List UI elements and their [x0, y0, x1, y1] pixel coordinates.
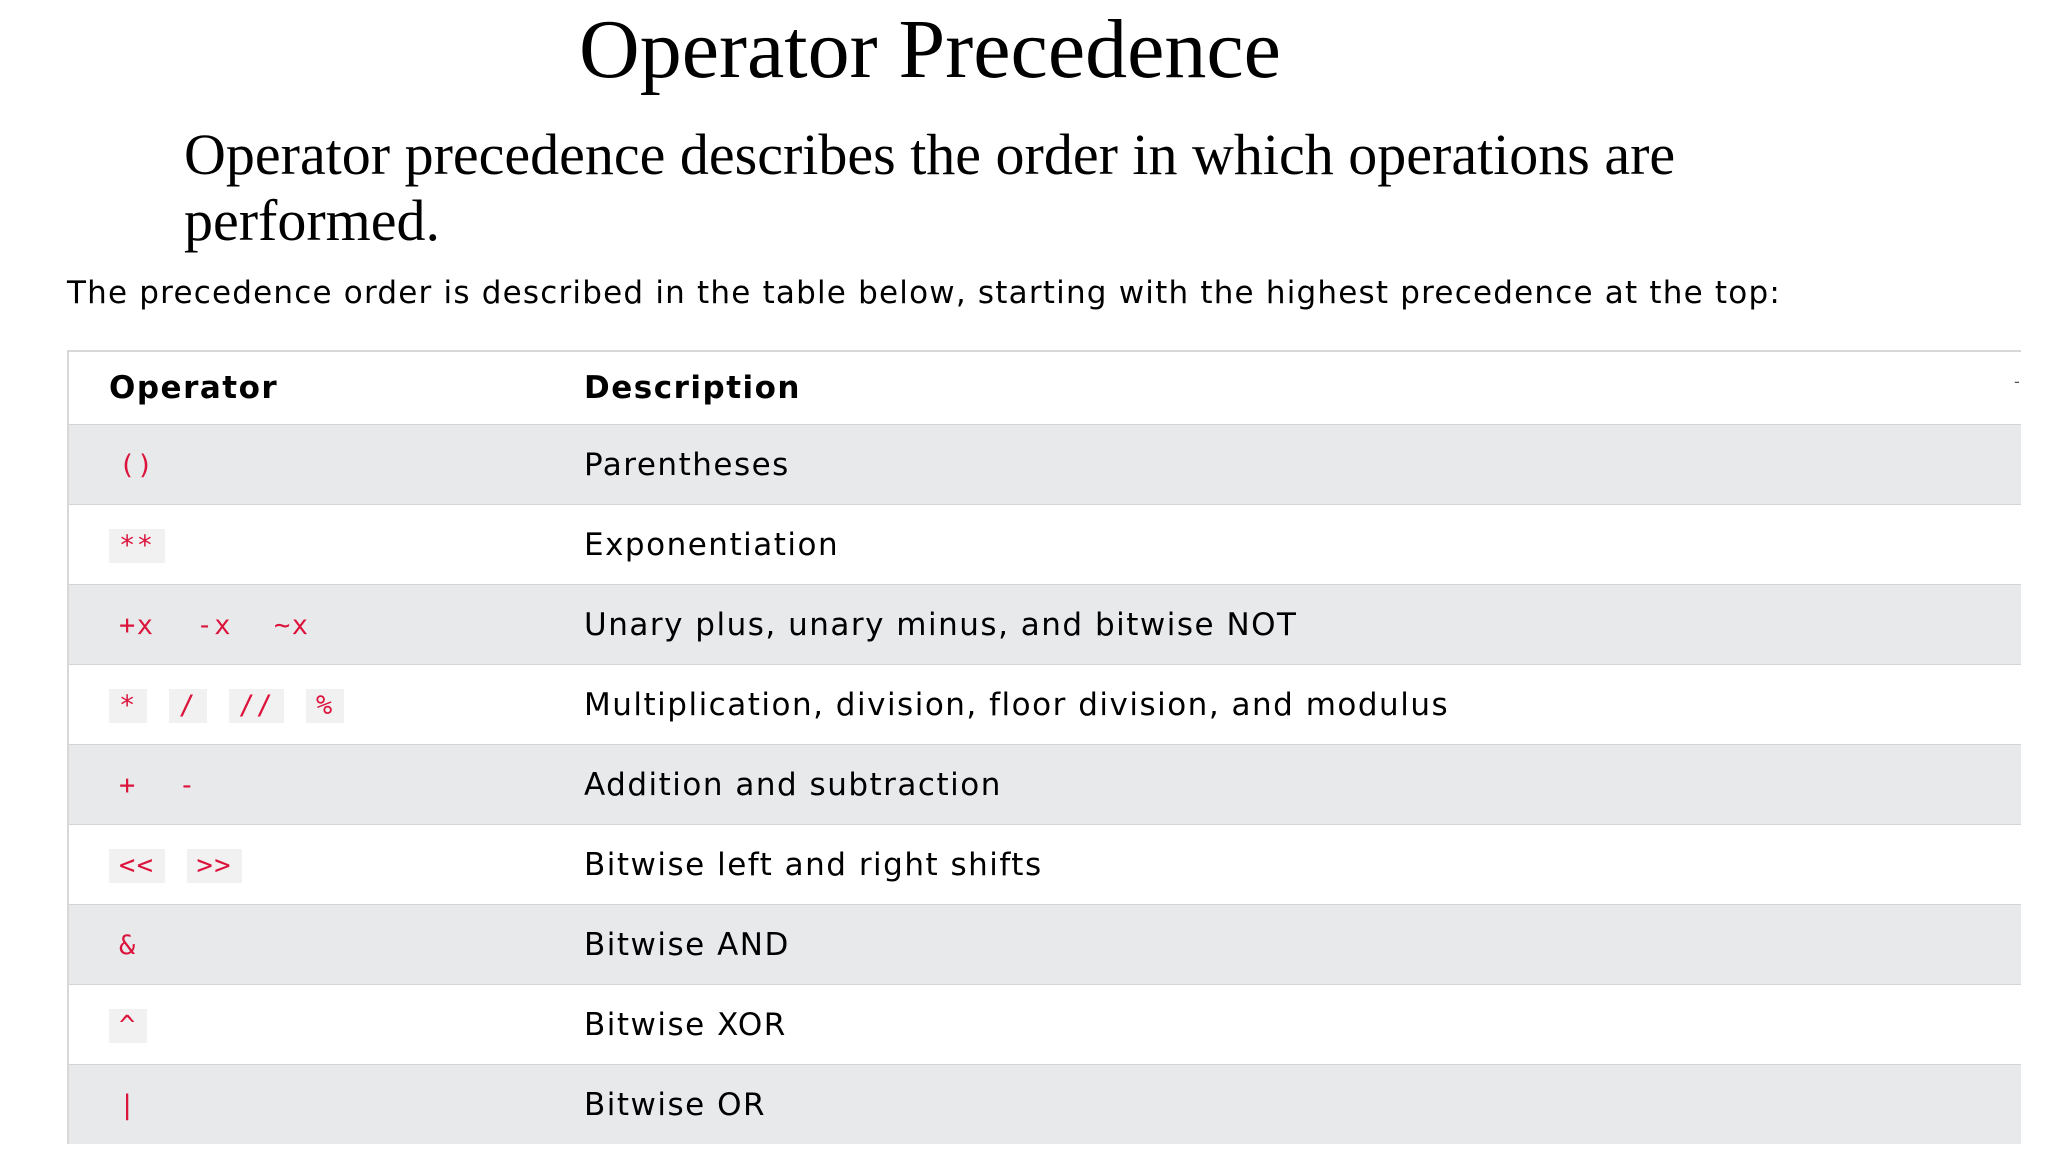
operator-code: %	[306, 689, 344, 723]
table-row	[69, 585, 2021, 665]
operator-cell	[69, 505, 584, 585]
operator-code: **	[109, 529, 165, 563]
table-row	[69, 825, 2021, 905]
table-row	[69, 745, 2021, 825]
operator-code: >>	[187, 849, 243, 883]
description-cell: Parentheses	[584, 425, 2021, 505]
header-operator: Operator	[109, 370, 279, 406]
intro-text: The precedence order is described in the table below, starting with the highest precedence at the top:	[67, 275, 1781, 311]
operator-code: -x	[196, 610, 233, 641]
precedence-table	[69, 352, 2021, 1144]
operator-cell	[69, 985, 584, 1065]
table-body	[69, 425, 2021, 1145]
operator-code: |	[119, 1090, 137, 1121]
description-cell: Exponentiation	[584, 505, 2021, 585]
operator-code: //	[229, 689, 285, 723]
description-cell: Bitwise OR	[584, 1065, 2021, 1145]
description-cell: Unary plus, unary minus, and bitwise NOT	[584, 585, 2021, 665]
operator-cell	[69, 585, 584, 665]
precedence-table-container	[67, 350, 2021, 1144]
operator-code: *	[109, 689, 147, 723]
description-cell: Bitwise AND	[584, 905, 2021, 985]
corner-mark: -	[2014, 372, 2020, 391]
operator-cell	[69, 665, 584, 745]
table-row	[69, 1065, 2021, 1145]
slide-subtitle: Operator precedence describes the order in which operations are performed.	[184, 122, 1676, 253]
operator-code: ^	[109, 1009, 147, 1043]
operator-cell	[69, 425, 584, 505]
operator-cell	[69, 825, 584, 905]
operator-code: /	[169, 689, 207, 723]
operator-code: <<	[109, 849, 165, 883]
operator-code: -	[178, 770, 197, 801]
description-cell: Addition and subtraction	[584, 745, 2021, 825]
operator-cell	[69, 1065, 584, 1145]
table-row	[69, 425, 2021, 505]
operator-cell	[69, 745, 584, 825]
operator-code: ()	[119, 450, 155, 481]
table-row	[69, 665, 2021, 745]
table-row	[69, 985, 2021, 1065]
description-cell: Bitwise left and right shifts	[584, 825, 2021, 905]
description-cell: Multiplication, division, floor division, and modulus	[584, 665, 2021, 745]
header-description: Description	[584, 370, 802, 406]
operator-code: +	[119, 770, 137, 801]
operator-code: ~x	[274, 610, 310, 641]
description-cell: Bitwise XOR	[584, 985, 2021, 1065]
table-row	[69, 905, 2021, 985]
table-header-row	[69, 352, 2021, 425]
operator-code: +x	[119, 610, 155, 641]
table-row	[69, 505, 2021, 585]
slide-title: Operator Precedence	[579, 3, 1281, 96]
operator-cell	[69, 905, 584, 985]
operator-code: &	[119, 930, 137, 961]
